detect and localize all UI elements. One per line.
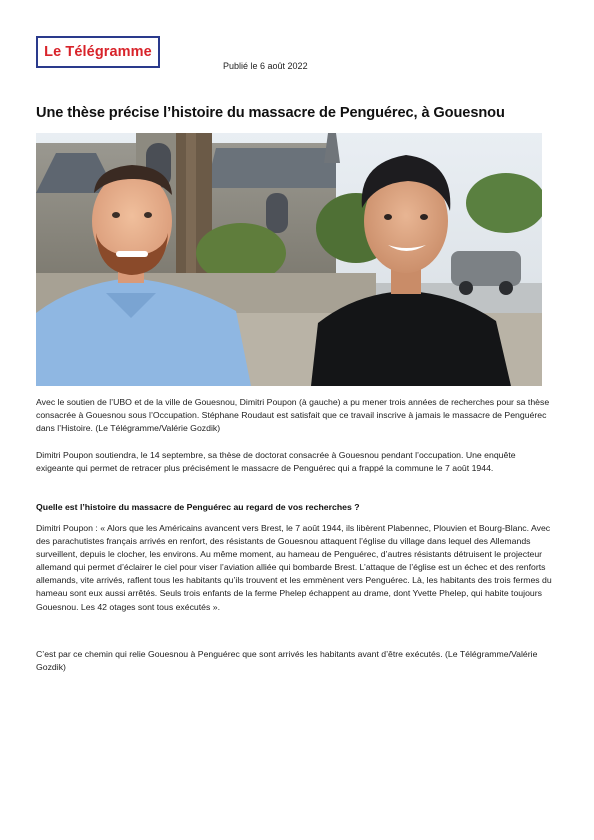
closing-caption: C’est par ce chemin qui relie Gouesnou à Penguérec que sont arrivés les habitants avant d’être exécutés. (Le Télégramme/Valérie Gozdik) bbox=[36, 649, 538, 673]
photo-caption: Avec le soutien de l’UBO et de la ville de Gouesnou, Dimitri Poupon (à gauche) a pu mener trois années de recherches pour sa thèse consacrée à Gouesnou sous l’Occupation. Stéphane Roudaut est satisfait que ce travail inscrive à jamais le massacre de Penguérec dans l’Histoire. (Le Télégramme/Valérie Gozdik) bbox=[36, 397, 550, 434]
interview-question: Quelle est l’histoire du massacre de Penguérec au regard de vos recherches ? bbox=[36, 502, 360, 512]
article-title: Une thèse précise l’histoire du massacre de Penguérec, à Gouesnou bbox=[36, 105, 505, 121]
article-intro: Dimitri Poupon soutiendra, le 14 septembre, sa thèse de doctorat consacrée à Gouesnou pendant l’occupation. Une enquête exigeante qui permet de retracer plus précisément le massacre de Penguérec qui a frappé la commune le 7 août 1944. bbox=[36, 450, 516, 474]
logo-text: Le Télégramme bbox=[44, 44, 152, 60]
interview-answer: Dimitri Poupon : « Alors que les Américains avancent vers Brest, le 7 août 1944, ils libèrent Plabennec, Plouvien et Bourg-Blanc. Avec des parachutistes français arrivés en renfort, des résistants de Gouesnou attaquent l’église du village dans lequel des Allemands surveillent, depuis le clocher, les environs. Au même moment, au hameau de Penguérec, d’autres résistants détruisent le projecteur allemand qui permet d’éclairer le ciel pour viser l’aviation alliée qui bombarde Brest. L’attaque de l’église est un échec et des renforts allemands, vite arrivés, raflent tous les habitants qu’ils trouvent et les emmènent vers Penguérec. Là, les habitants des trois fermes du hameau sont eux aussi arrêtés. Seuls trois enfants de la ferme Phelep échappent au drame, dont Yvette Phelep, qui habite toujours Gouesnou. Les 42 otages sont tous exécutés ». bbox=[36, 523, 552, 612]
photo-illustration bbox=[36, 133, 542, 386]
publication-date: Publié le 6 août 2022 bbox=[223, 61, 308, 71]
newspaper-logo bbox=[36, 36, 160, 68]
article-photo bbox=[36, 133, 542, 386]
